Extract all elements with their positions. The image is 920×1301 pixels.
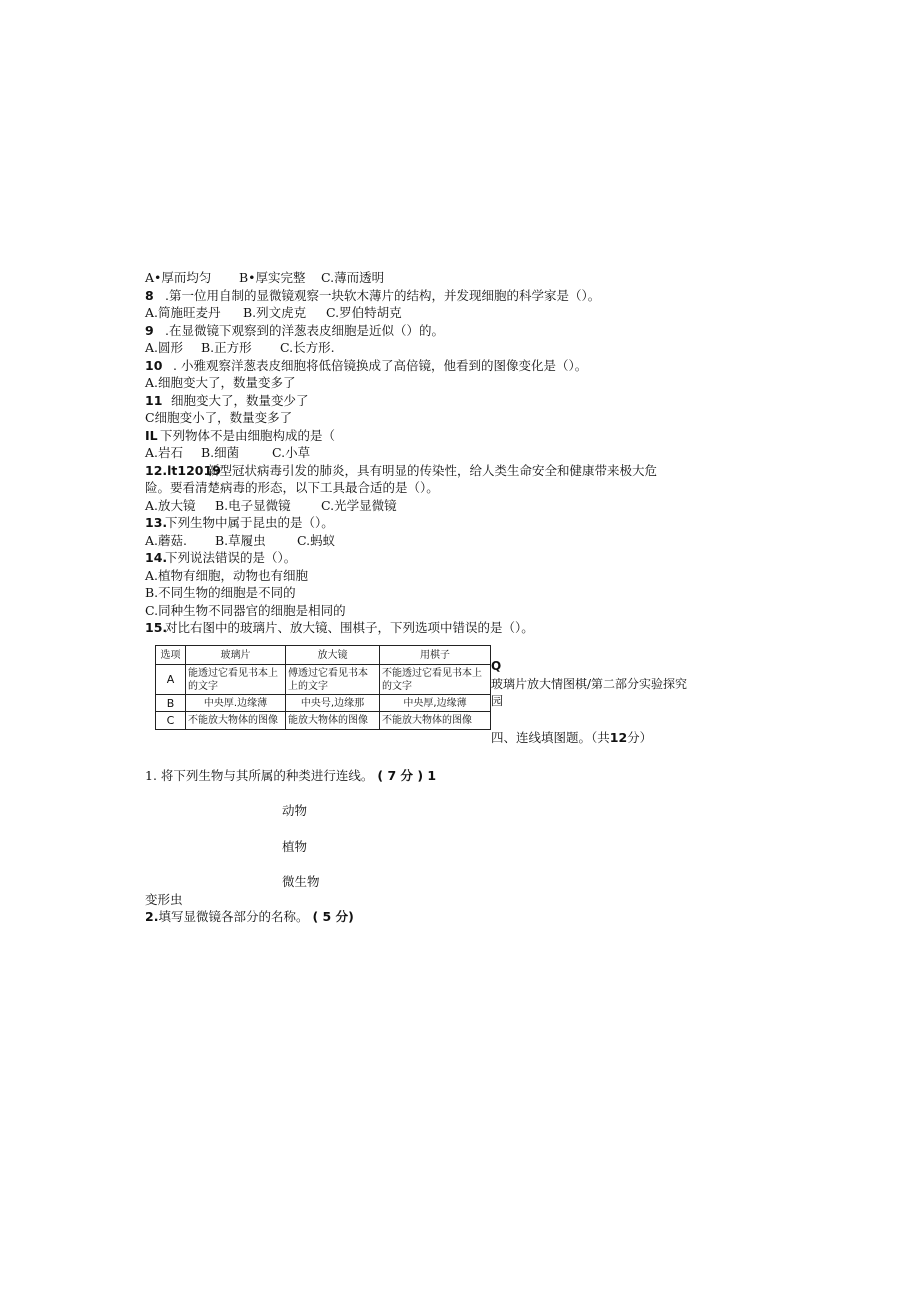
figure-caption: 玻璃片放大情图棋/第二部分实验探究 xyxy=(491,677,688,691)
options-line-q13 xyxy=(145,532,335,549)
table-cell: 中央号,边缘那 xyxy=(286,695,380,712)
question-9 xyxy=(145,322,444,339)
table-row xyxy=(156,665,491,695)
part4-question-2 xyxy=(145,908,354,925)
question-text: 新型冠状病毒引发的肺炎，具有明显的传染性，给人类生命安全和健康带来极大危 xyxy=(207,463,658,478)
option-c-q14: C.同种生物不同器官的细胞是相同的 xyxy=(145,603,346,618)
section-title-end: 分） xyxy=(627,730,653,745)
table-cell: 不能透过它看见书本上的文字 xyxy=(380,665,491,695)
option-text: 细胞变大了，数量变少了 xyxy=(171,393,309,408)
table-cell: B xyxy=(156,695,186,712)
question-12 xyxy=(145,462,657,479)
option-a: A.岩石 xyxy=(145,445,184,460)
part4-question-1 xyxy=(145,767,436,784)
question-14 xyxy=(145,549,296,566)
question-text: .在显微镜下观察到的洋葱表皮细胞是近似（）的。 xyxy=(165,323,444,338)
option-a: A.放大镜 xyxy=(145,498,196,513)
question-points: ( 5 分) xyxy=(312,909,354,924)
table-cell: 中央厚.边缘薄 xyxy=(186,695,286,712)
table-header-row xyxy=(156,646,491,665)
option-c: C.薄而透明 xyxy=(321,270,385,285)
question-15 xyxy=(145,619,534,636)
question-number: 9 xyxy=(145,323,154,338)
option-c-q10: C细胞变小了，数量变多了 xyxy=(145,410,293,425)
options-line-q8 xyxy=(145,304,402,321)
question-text: . 小雅观察洋葱表皮细胞将低倍镜换成了高倍镜，他看到的图像变化是（）。 xyxy=(173,358,588,373)
question-number: 11 xyxy=(145,393,163,408)
options-line-q9 xyxy=(145,339,335,356)
category-microbe: 微生物 xyxy=(282,874,320,889)
option-a: A.圆形 xyxy=(145,340,184,355)
table-cell: 不能放大物体的图像 xyxy=(186,712,286,730)
table-row xyxy=(156,695,491,712)
option-b: B•厚实完整 xyxy=(239,270,306,285)
option-b: B.细菌 xyxy=(201,445,240,460)
table-cell: 中央厚,边缘薄 xyxy=(380,695,491,712)
option-b-q10 xyxy=(145,392,309,409)
question-text: 下列物体不是由细胞构成的是（ xyxy=(160,428,336,443)
option-b: B.列文虎克 xyxy=(243,305,307,320)
option-b: B.正方形 xyxy=(201,340,252,355)
question-number: 14. xyxy=(145,550,168,565)
question-text: 对比右图中的玻璃片、放大镜、围棋子，下列选项中错误的是（）。 xyxy=(165,620,534,635)
table-header: 放大镜 xyxy=(286,646,380,665)
option-a: A.蘑菇. xyxy=(145,533,187,548)
table-header: 选项 xyxy=(156,646,186,665)
option-a-q10: A.细胞变大了，数量变多了 xyxy=(145,375,296,390)
question-text: 1. 将下列生物与其所属的种类进行连线。 xyxy=(145,768,374,783)
table-header: 用棋子 xyxy=(380,646,491,665)
table-cell: 能透过它看见书本上的文字 xyxy=(186,665,286,695)
question-12-cont: 险。要看清楚病毒的形态，以下工具最合适的是（）。 xyxy=(145,480,439,495)
option-a: A.简施旺麦丹 xyxy=(145,305,221,320)
question-number: 15. xyxy=(145,620,168,635)
section-points: 12 xyxy=(609,730,628,745)
options-line-q12 xyxy=(145,497,397,514)
question-number: 2. xyxy=(145,909,159,924)
question-number: 13. xyxy=(145,515,168,530)
question-text: 下列生物中属于昆虫的是（）。 xyxy=(165,515,334,530)
figure-marker: Q xyxy=(491,659,502,673)
question-number: 10 xyxy=(145,358,163,373)
question-number: 12.lt12019 xyxy=(145,463,221,478)
table-cell: 能放大物体的图像 xyxy=(286,712,380,730)
option-a: A•厚而均匀 xyxy=(145,270,212,285)
option-b: B.电子显微镜 xyxy=(215,498,291,513)
option-a-q14: A.植物有细胞，动物也有细胞 xyxy=(145,568,309,583)
table-row xyxy=(156,712,491,730)
question-number: IL xyxy=(145,428,158,443)
question-number: 8 xyxy=(145,288,154,303)
options-line-q11 xyxy=(145,444,310,461)
question-points: ( 7 分 ) 1 xyxy=(377,768,437,783)
organism-amoeba: 变形虫 xyxy=(145,892,183,907)
option-c: C.长方形. xyxy=(280,340,335,355)
question-8 xyxy=(145,287,600,304)
question-13 xyxy=(145,514,334,531)
question-text: 填写显微镜各部分的名称。 xyxy=(158,909,309,924)
table-cell: C xyxy=(156,712,186,730)
question-text: .第一位用自制的显微镜观察一块软木薄片的结构，并发现细胞的科学家是（）。 xyxy=(165,288,601,303)
figure-caption-cont: 园 xyxy=(491,694,504,708)
option-c: C.光学显微镜 xyxy=(321,498,397,513)
option-c: C.蚂蚁 xyxy=(297,533,336,548)
table-cell: 不能放大物体的图像 xyxy=(380,712,491,730)
section-title: 四、连线填图题。（共 xyxy=(491,730,610,745)
table-header: 玻璃片 xyxy=(186,646,286,665)
question-text: 下列说法错误的是（）。 xyxy=(165,550,297,565)
category-plant: 植物 xyxy=(282,839,308,854)
question-11 xyxy=(145,427,335,444)
option-c: C.小草 xyxy=(272,445,311,460)
comparison-table xyxy=(155,645,491,730)
option-b: B.草履虫 xyxy=(215,533,266,548)
table-cell: A xyxy=(156,665,186,695)
category-animal: 动物 xyxy=(282,803,308,818)
section-4-heading xyxy=(491,729,652,746)
table-cell: 傅透过它看见书本上的文字 xyxy=(286,665,380,695)
question-10 xyxy=(145,357,587,374)
options-line-q7 xyxy=(145,269,384,286)
option-c: C.罗伯特胡克 xyxy=(326,305,402,320)
option-b-q14: B.不同生物的细胞是不同的 xyxy=(145,585,296,600)
